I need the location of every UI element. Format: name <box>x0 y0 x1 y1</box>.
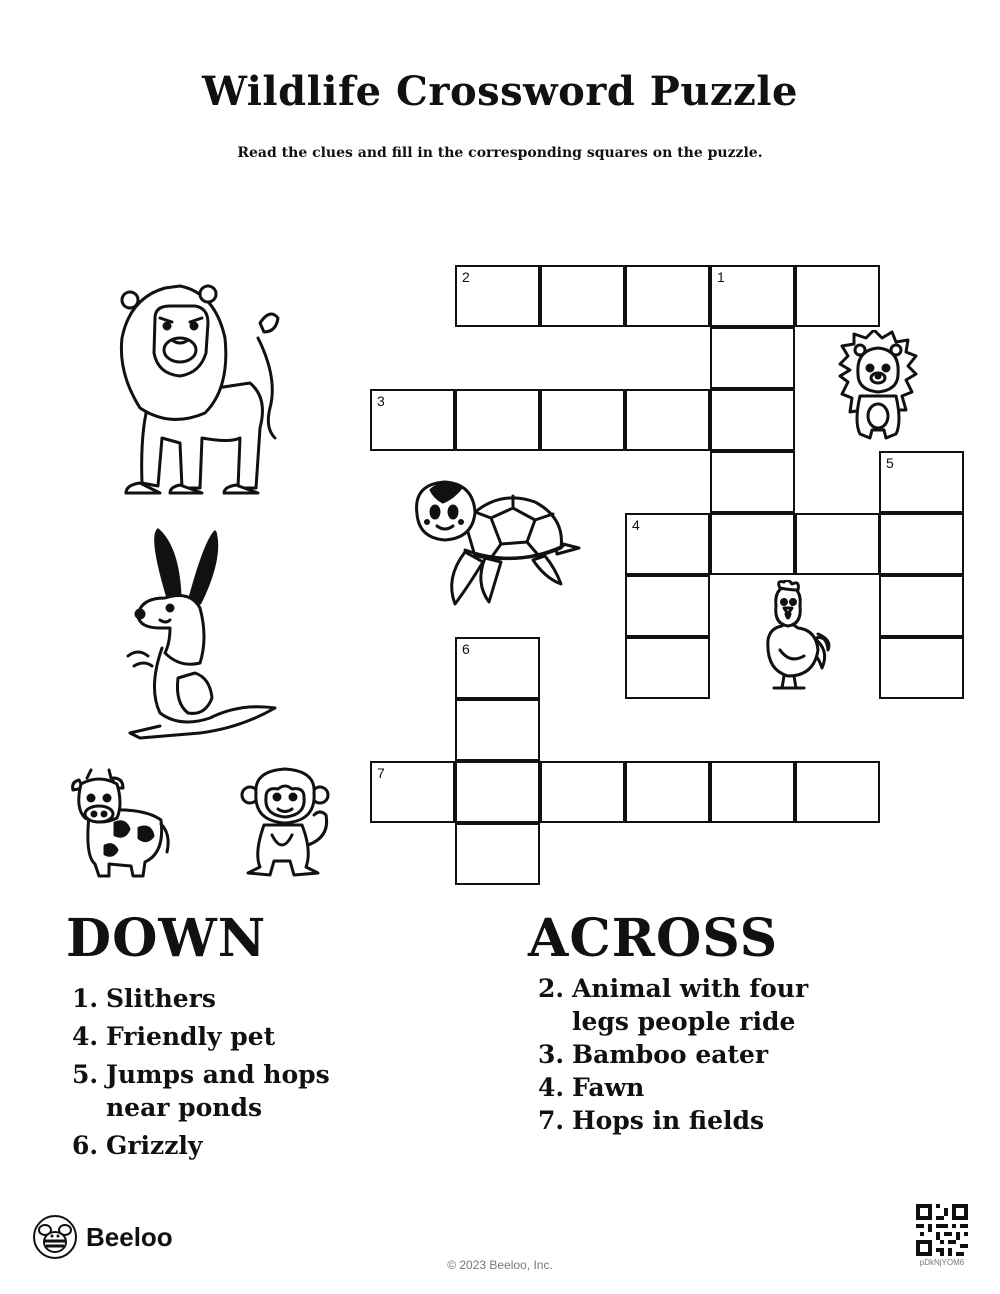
across-clue: 3. Bamboo eater <box>538 1040 769 1069</box>
grid-cell[interactable] <box>540 761 625 823</box>
brand-name: Beeloo <box>86 1221 173 1252</box>
rooster-illustration <box>758 580 832 692</box>
down-clue: 5. Jumps and hops near ponds <box>72 1060 330 1122</box>
grid-cell[interactable] <box>795 513 880 575</box>
monkey-illustration <box>240 765 336 880</box>
grid-cell[interactable] <box>710 513 795 575</box>
grid-cell[interactable] <box>455 265 540 327</box>
down-clue: 6. Grizzly <box>72 1131 203 1160</box>
grid-cell[interactable] <box>540 389 625 451</box>
instructions: Read the clues and fill in the corresponding squares on the puzzle. <box>237 145 763 161</box>
grid-cell[interactable] <box>455 761 540 823</box>
grid-cell[interactable] <box>625 761 710 823</box>
grid-cell[interactable] <box>455 699 540 761</box>
turtle-illustration <box>405 478 585 608</box>
clue-number: 6 <box>462 641 470 657</box>
grid-cell[interactable] <box>879 451 964 513</box>
hedgehog-illustration <box>838 330 918 445</box>
across-clue: 7. Hops in fields <box>538 1106 765 1135</box>
across-clue-list <box>538 972 858 1137</box>
grid-cell[interactable] <box>795 761 880 823</box>
grid-cell[interactable] <box>370 761 455 823</box>
grid-cell[interactable] <box>370 389 455 451</box>
page-title: Wildlife Crossword Puzzle <box>202 68 798 115</box>
clue-number: 4 <box>632 517 640 533</box>
clue-number: 2 <box>462 269 470 285</box>
clue-number: 3 <box>377 393 385 409</box>
grid-cell[interactable] <box>625 637 710 699</box>
across-clue: 2. Animal with four legs people ride <box>538 974 809 1036</box>
grid-cell[interactable] <box>795 265 880 327</box>
down-heading: DOWN <box>66 908 267 969</box>
across-heading: ACROSS <box>528 908 779 969</box>
copyright: © 2023 Beeloo, Inc. <box>447 1258 553 1272</box>
qr-code <box>916 1204 968 1256</box>
kangaroo-illustration <box>120 528 280 748</box>
brand-logo <box>32 1214 173 1260</box>
grid-cell[interactable] <box>455 823 540 885</box>
cow-illustration <box>65 768 173 880</box>
clue-number: 5 <box>886 455 894 471</box>
down-clue: 1. Slithers <box>72 984 216 1013</box>
grid-cell[interactable] <box>710 389 795 451</box>
grid-cell[interactable] <box>879 575 964 637</box>
grid-cell[interactable] <box>710 265 795 327</box>
lion-illustration <box>110 278 290 503</box>
down-clue-list <box>72 982 402 1162</box>
grid-cell[interactable] <box>710 451 795 513</box>
grid-cell[interactable] <box>879 513 964 575</box>
grid-cell[interactable] <box>625 513 710 575</box>
grid-cell[interactable] <box>879 637 964 699</box>
grid-cell[interactable] <box>540 265 625 327</box>
grid-cell[interactable] <box>625 265 710 327</box>
clue-number: 7 <box>377 765 385 781</box>
down-clue: 4. Friendly pet <box>72 1022 276 1051</box>
grid-cell[interactable] <box>625 389 710 451</box>
grid-cell[interactable] <box>455 637 540 699</box>
grid-cell[interactable] <box>710 327 795 389</box>
grid-cell[interactable] <box>710 761 795 823</box>
clue-number: 1 <box>717 269 725 285</box>
grid-cell[interactable] <box>455 389 540 451</box>
grid-cell[interactable] <box>625 575 710 637</box>
qr-code-label: pDkNjYOM6 <box>919 1258 965 1267</box>
across-clue: 4. Fawn <box>538 1073 645 1102</box>
bee-icon <box>32 1214 78 1260</box>
